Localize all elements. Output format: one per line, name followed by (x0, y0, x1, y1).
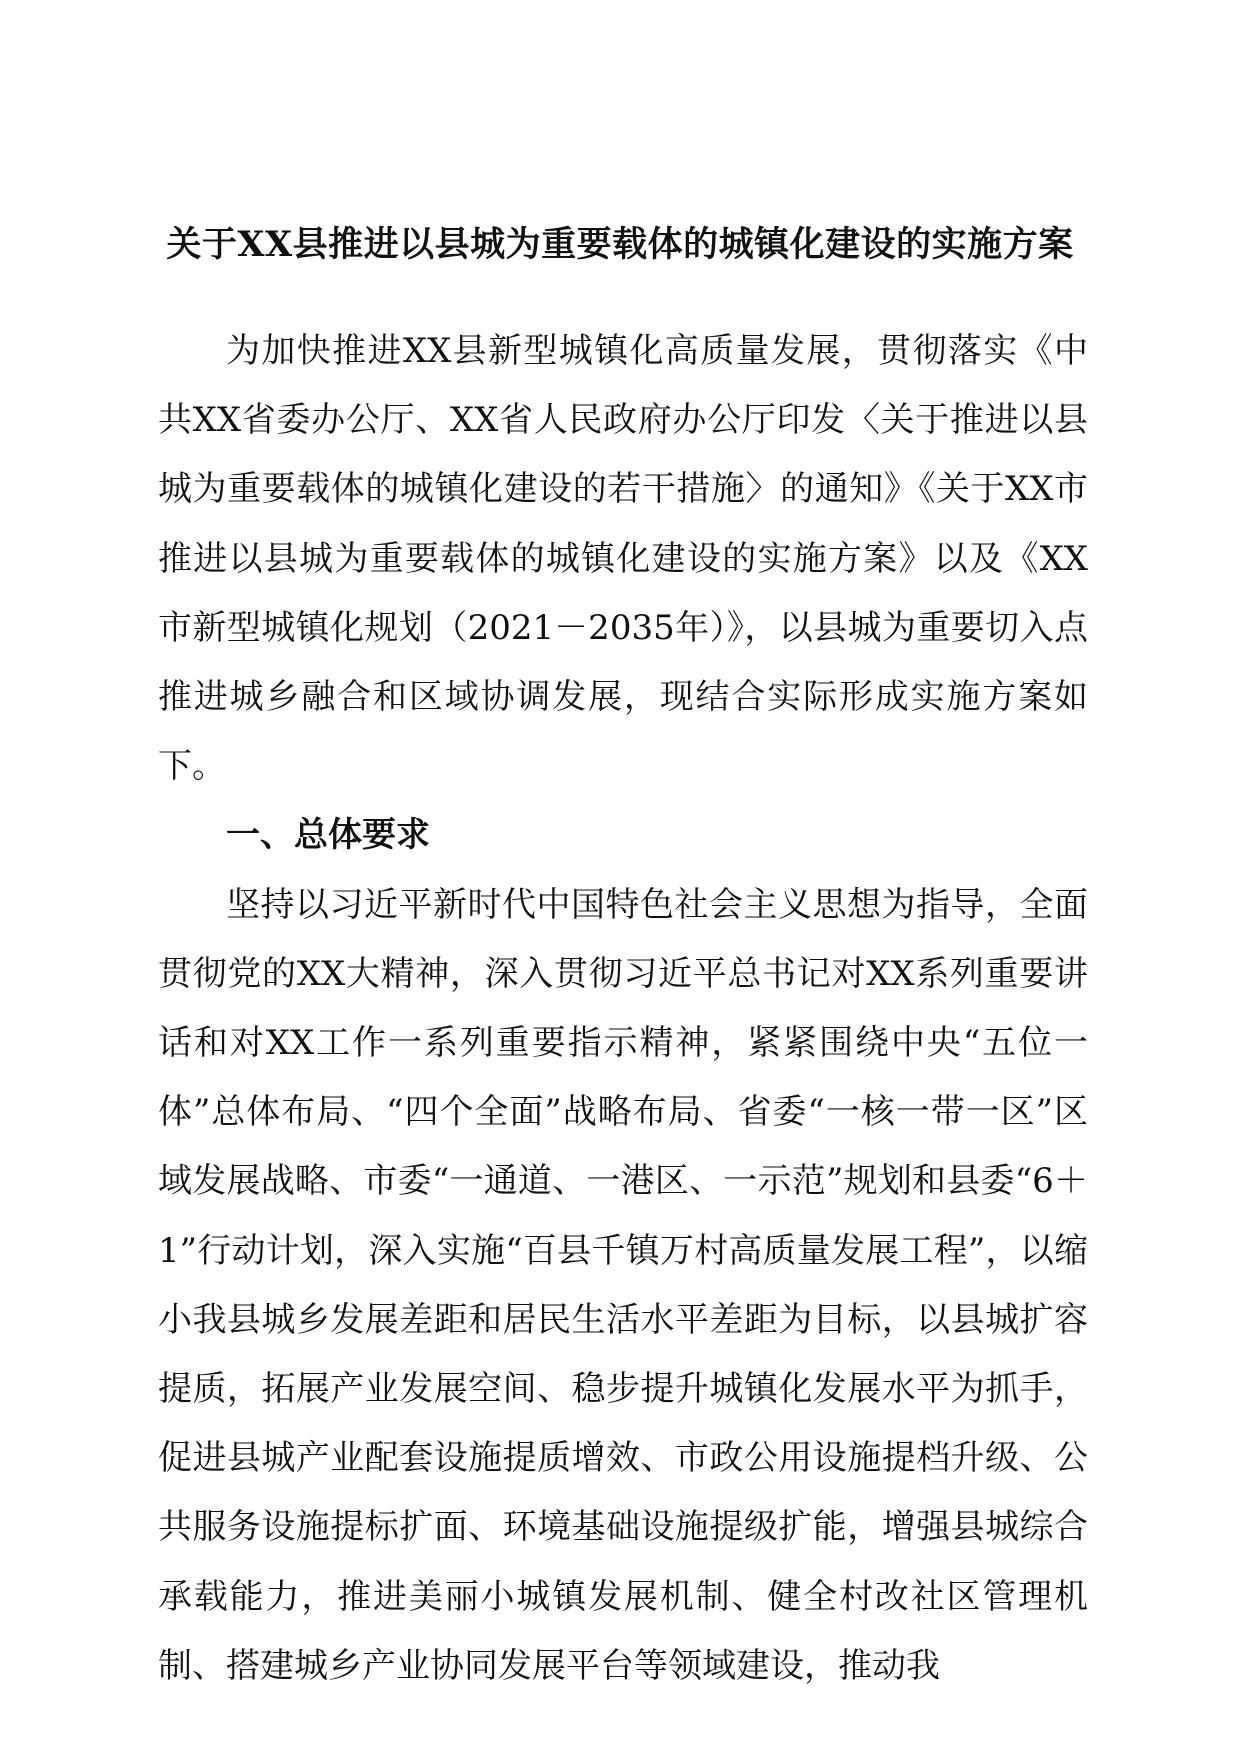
intro-paragraph: 为加快推进XX县新型城镇化高质量发展，贯彻落实《中共XX省委办公厅、XX省人民政府办公厅印发〈关于推进以县城为重要载体的城镇化建设的若干措施〉的通知》《关于XX市推进以县城为重要载体的城镇化建设的实施方案》以及《XX市新型城镇化规划（2021－2035年）》，以县城为重要切入点推进城乡融合和区域协调发展，现结合实际形成实施方案如下。 (158, 331, 1088, 787)
section-paragraph-general-requirements: 坚持以习近平新时代中国特色社会主义思想为指导，全面贯彻党的XX大精神，深入贯彻习近平总书记对XX系列重要讲话和对XX工作一系列重要指示精神，紧紧围绕中央“五位一体”总体布局、“四个全面”战略布局、省委“一核一带一区”区域发展战略、市委“一通道、一港区、一示范”规划和县委“6＋1”行动计划，深入实施“百县千镇万村高质量发展工程”，以缩小我县城乡发展差距和居民生活水平差距为目标，以县城扩容提质，拓展产业发展空间、稳步提升城镇化发展水平为抓手，促进县城产业配套设施提质增效、市政公用设施提档升级、公共服务设施提标扩面、环境基础设施提级扩能，增强县城综合承载能力，推进美丽小城镇发展机制、健全村改社区管理机制、搭建城乡产业协同发展平台等领域建设，推动我 (158, 884, 1088, 1686)
section-heading-general-requirements: 一、总体要求 (226, 815, 430, 856)
document-body (158, 317, 1088, 1701)
document-title: 关于XX县推进以县城为重要载体的城镇化建设的实施方案 (166, 224, 1074, 265)
